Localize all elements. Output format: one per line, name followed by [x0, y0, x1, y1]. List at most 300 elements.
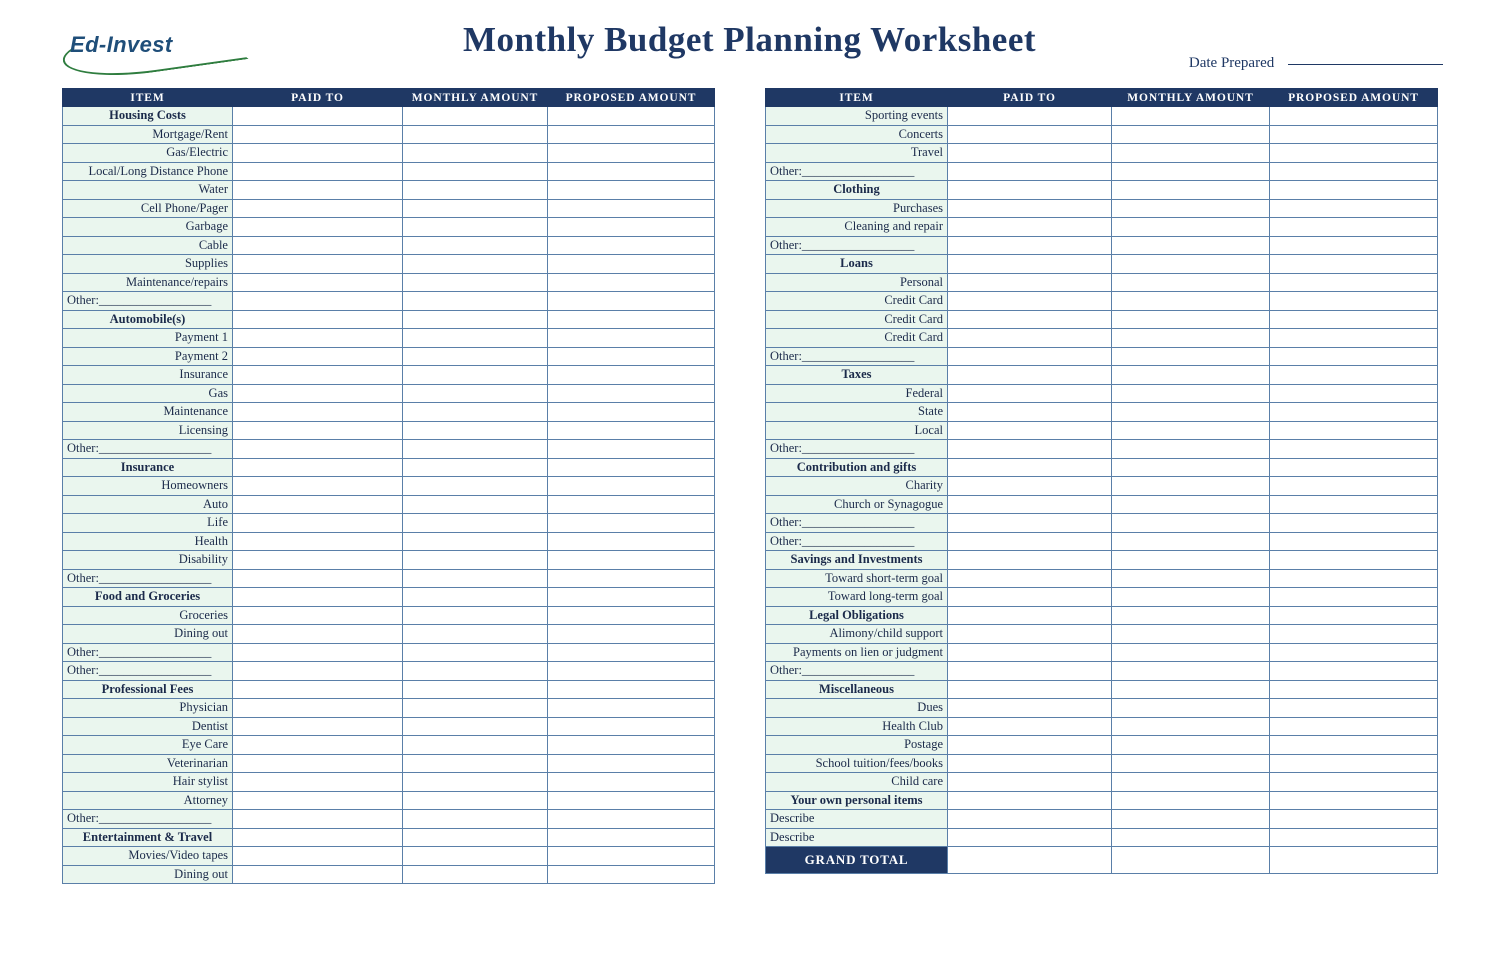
paid-to-cell[interactable]: [948, 736, 1112, 755]
grand-total-proposed[interactable]: [1270, 847, 1438, 874]
monthly-amount-cell[interactable]: [1112, 292, 1270, 311]
monthly-amount-cell[interactable]: [403, 532, 548, 551]
proposed-amount-cell[interactable]: [548, 236, 715, 255]
grand-total-monthly[interactable]: [1112, 847, 1270, 874]
paid-to-cell[interactable]: [233, 218, 403, 237]
monthly-amount-cell[interactable]: [403, 588, 548, 607]
item-label[interactable]: Other:__________________: [63, 569, 233, 588]
paid-to-cell[interactable]: [948, 199, 1112, 218]
proposed-amount-cell[interactable]: [1270, 569, 1438, 588]
monthly-amount-cell[interactable]: [1112, 255, 1270, 274]
proposed-amount-cell[interactable]: [548, 107, 715, 126]
paid-to-cell[interactable]: [948, 162, 1112, 181]
item-label: Gas/Electric: [63, 144, 233, 163]
proposed-amount-cell[interactable]: [548, 495, 715, 514]
paid-to-cell[interactable]: [233, 625, 403, 644]
monthly-amount-cell[interactable]: [1112, 218, 1270, 237]
proposed-amount-cell[interactable]: [1270, 125, 1438, 144]
monthly-amount-cell[interactable]: [403, 606, 548, 625]
proposed-amount-cell[interactable]: [548, 273, 715, 292]
paid-to-cell[interactable]: [233, 477, 403, 496]
paid-to-cell[interactable]: [233, 107, 403, 126]
monthly-amount-cell[interactable]: [403, 366, 548, 385]
paid-to-cell[interactable]: [948, 625, 1112, 644]
paid-to-cell[interactable]: [233, 273, 403, 292]
section-label: Loans: [766, 255, 948, 274]
paid-to-cell[interactable]: [233, 569, 403, 588]
item-label[interactable]: Other:__________________: [766, 532, 948, 551]
item-label[interactable]: Other:__________________: [63, 643, 233, 662]
proposed-amount-cell[interactable]: [1270, 366, 1438, 385]
monthly-amount-cell[interactable]: [1112, 680, 1270, 699]
paid-to-cell[interactable]: [948, 551, 1112, 570]
item-label[interactable]: Other:__________________: [766, 236, 948, 255]
monthly-amount-cell[interactable]: [403, 218, 548, 237]
proposed-amount-cell[interactable]: [548, 162, 715, 181]
monthly-amount-cell[interactable]: [1112, 569, 1270, 588]
paid-to-cell[interactable]: [948, 514, 1112, 533]
paid-to-cell[interactable]: [233, 421, 403, 440]
item-label: Local: [766, 421, 948, 440]
proposed-amount-cell[interactable]: [1270, 754, 1438, 773]
proposed-amount-cell[interactable]: [1270, 273, 1438, 292]
monthly-amount-cell[interactable]: [1112, 162, 1270, 181]
proposed-amount-cell[interactable]: [548, 773, 715, 792]
proposed-amount-cell[interactable]: [548, 551, 715, 570]
monthly-amount-cell[interactable]: [1112, 199, 1270, 218]
monthly-amount-cell[interactable]: [403, 310, 548, 329]
proposed-amount-cell[interactable]: [548, 329, 715, 348]
proposed-amount-cell[interactable]: [548, 384, 715, 403]
paid-to-cell[interactable]: [948, 310, 1112, 329]
paid-to-cell[interactable]: [233, 680, 403, 699]
proposed-amount-cell[interactable]: [1270, 680, 1438, 699]
proposed-amount-cell[interactable]: [548, 699, 715, 718]
item-label[interactable]: Other:__________________: [766, 162, 948, 181]
section-label: Contribution and gifts: [766, 458, 948, 477]
monthly-amount-cell[interactable]: [1112, 440, 1270, 459]
paid-to-cell[interactable]: [233, 347, 403, 366]
paid-to-cell[interactable]: [233, 736, 403, 755]
monthly-amount-cell[interactable]: [403, 514, 548, 533]
paid-to-cell[interactable]: [948, 643, 1112, 662]
item-label: Dining out: [63, 865, 233, 884]
proposed-amount-cell[interactable]: [548, 199, 715, 218]
table-row: [63, 847, 715, 866]
proposed-amount-cell[interactable]: [1270, 310, 1438, 329]
proposed-amount-cell[interactable]: [548, 125, 715, 144]
paid-to-cell[interactable]: [233, 310, 403, 329]
proposed-amount-cell[interactable]: [548, 588, 715, 607]
proposed-amount-cell[interactable]: [1270, 828, 1438, 847]
proposed-amount-cell[interactable]: [1270, 810, 1438, 829]
monthly-amount-cell[interactable]: [1112, 495, 1270, 514]
monthly-amount-cell[interactable]: [1112, 736, 1270, 755]
monthly-amount-cell[interactable]: [1112, 310, 1270, 329]
column-header-item: ITEM: [63, 89, 233, 107]
proposed-amount-cell[interactable]: [1270, 514, 1438, 533]
proposed-amount-cell[interactable]: [548, 292, 715, 311]
proposed-amount-cell[interactable]: [548, 847, 715, 866]
grand-total-row: [766, 847, 1438, 874]
monthly-amount-cell[interactable]: [403, 662, 548, 681]
monthly-amount-cell[interactable]: [403, 791, 548, 810]
monthly-amount-cell[interactable]: [1112, 532, 1270, 551]
table-row: [63, 810, 715, 829]
paid-to-cell[interactable]: [948, 828, 1112, 847]
paid-to-cell[interactable]: [233, 255, 403, 274]
proposed-amount-cell[interactable]: [548, 810, 715, 829]
monthly-amount-cell[interactable]: [1112, 329, 1270, 348]
proposed-amount-cell[interactable]: [1270, 495, 1438, 514]
proposed-amount-cell[interactable]: [1270, 162, 1438, 181]
date-prepared-blank[interactable]: [1288, 52, 1443, 65]
paid-to-cell[interactable]: [233, 699, 403, 718]
paid-to-cell[interactable]: [948, 440, 1112, 459]
paid-to-cell[interactable]: [233, 810, 403, 829]
paid-to-cell[interactable]: [233, 791, 403, 810]
monthly-amount-cell[interactable]: [403, 625, 548, 644]
proposed-amount-cell[interactable]: [1270, 532, 1438, 551]
paid-to-cell[interactable]: [948, 144, 1112, 163]
monthly-amount-cell[interactable]: [403, 569, 548, 588]
proposed-amount-cell[interactable]: [1270, 255, 1438, 274]
monthly-amount-cell[interactable]: [403, 810, 548, 829]
monthly-amount-cell[interactable]: [403, 643, 548, 662]
monthly-amount-cell[interactable]: [1112, 625, 1270, 644]
paid-to-cell[interactable]: [948, 458, 1112, 477]
proposed-amount-cell[interactable]: [548, 255, 715, 274]
item-label: Licensing: [63, 421, 233, 440]
monthly-amount-cell[interactable]: [1112, 754, 1270, 773]
paid-to-cell[interactable]: [233, 384, 403, 403]
paid-to-cell[interactable]: [948, 680, 1112, 699]
paid-to-cell[interactable]: [948, 384, 1112, 403]
proposed-amount-cell[interactable]: [548, 403, 715, 422]
paid-to-cell[interactable]: [233, 495, 403, 514]
paid-to-cell[interactable]: [233, 551, 403, 570]
item-label[interactable]: Other:__________________: [766, 662, 948, 681]
proposed-amount-cell[interactable]: [548, 606, 715, 625]
proposed-amount-cell[interactable]: [548, 680, 715, 699]
paid-to-cell[interactable]: [233, 865, 403, 884]
proposed-amount-cell[interactable]: [1270, 643, 1438, 662]
monthly-amount-cell[interactable]: [403, 107, 548, 126]
monthly-amount-cell[interactable]: [403, 495, 548, 514]
proposed-amount-cell[interactable]: [1270, 551, 1438, 570]
table-row: [63, 218, 715, 237]
paid-to-cell[interactable]: [233, 236, 403, 255]
proposed-amount-cell[interactable]: [1270, 458, 1438, 477]
monthly-amount-cell[interactable]: [1112, 643, 1270, 662]
item-label[interactable]: Other:__________________: [766, 347, 948, 366]
proposed-amount-cell[interactable]: [1270, 218, 1438, 237]
proposed-amount-cell[interactable]: [1270, 236, 1438, 255]
table-row: [63, 273, 715, 292]
monthly-amount-cell[interactable]: [403, 754, 548, 773]
proposed-amount-cell[interactable]: [548, 569, 715, 588]
monthly-amount-cell[interactable]: [403, 699, 548, 718]
paid-to-cell[interactable]: [948, 773, 1112, 792]
proposed-amount-cell[interactable]: [548, 440, 715, 459]
paid-to-cell[interactable]: [233, 717, 403, 736]
proposed-amount-cell[interactable]: [1270, 181, 1438, 200]
monthly-amount-cell[interactable]: [1112, 588, 1270, 607]
monthly-amount-cell[interactable]: [403, 125, 548, 144]
monthly-amount-cell[interactable]: [403, 458, 548, 477]
monthly-amount-cell[interactable]: [1112, 366, 1270, 385]
proposed-amount-cell[interactable]: [548, 421, 715, 440]
paid-to-cell[interactable]: [233, 754, 403, 773]
monthly-amount-cell[interactable]: [1112, 514, 1270, 533]
paid-to-cell[interactable]: [233, 329, 403, 348]
monthly-amount-cell[interactable]: [403, 384, 548, 403]
monthly-amount-cell[interactable]: [403, 162, 548, 181]
monthly-amount-cell[interactable]: [403, 236, 548, 255]
paid-to-cell[interactable]: [233, 514, 403, 533]
proposed-amount-cell[interactable]: [1270, 440, 1438, 459]
proposed-amount-cell[interactable]: [1270, 625, 1438, 644]
table-row: [63, 754, 715, 773]
paid-to-cell[interactable]: [233, 606, 403, 625]
item-label[interactable]: Describe: [766, 810, 948, 829]
paid-to-cell[interactable]: [948, 791, 1112, 810]
monthly-amount-cell[interactable]: [403, 680, 548, 699]
monthly-amount-cell[interactable]: [1112, 773, 1270, 792]
proposed-amount-cell[interactable]: [548, 218, 715, 237]
monthly-amount-cell[interactable]: [1112, 347, 1270, 366]
paid-to-cell[interactable]: [948, 588, 1112, 607]
table-row: [63, 421, 715, 440]
proposed-amount-cell[interactable]: [548, 366, 715, 385]
monthly-amount-cell[interactable]: [1112, 458, 1270, 477]
proposed-amount-cell[interactable]: [1270, 791, 1438, 810]
table-row: [766, 532, 1438, 551]
paid-to-cell[interactable]: [233, 440, 403, 459]
paid-to-cell[interactable]: [233, 162, 403, 181]
item-label[interactable]: Other:__________________: [63, 440, 233, 459]
paid-to-cell[interactable]: [948, 662, 1112, 681]
monthly-amount-cell[interactable]: [403, 273, 548, 292]
table-row: [766, 495, 1438, 514]
proposed-amount-cell[interactable]: [548, 514, 715, 533]
monthly-amount-cell[interactable]: [1112, 551, 1270, 570]
proposed-amount-cell[interactable]: [548, 828, 715, 847]
paid-to-cell[interactable]: [233, 292, 403, 311]
proposed-amount-cell[interactable]: [548, 310, 715, 329]
paid-to-cell[interactable]: [948, 107, 1112, 126]
paid-to-cell[interactable]: [948, 403, 1112, 422]
item-label: Insurance: [63, 366, 233, 385]
proposed-amount-cell[interactable]: [1270, 662, 1438, 681]
monthly-amount-cell[interactable]: [403, 403, 548, 422]
paid-to-cell[interactable]: [233, 532, 403, 551]
paid-to-cell[interactable]: [948, 181, 1112, 200]
item-label[interactable]: Other:__________________: [63, 810, 233, 829]
paid-to-cell[interactable]: [948, 477, 1112, 496]
monthly-amount-cell[interactable]: [403, 292, 548, 311]
paid-to-cell[interactable]: [948, 236, 1112, 255]
proposed-amount-cell[interactable]: [1270, 588, 1438, 607]
table-row: [63, 606, 715, 625]
monthly-amount-cell[interactable]: [1112, 384, 1270, 403]
proposed-amount-cell[interactable]: [548, 477, 715, 496]
paid-to-cell[interactable]: [948, 754, 1112, 773]
paid-to-cell[interactable]: [948, 329, 1112, 348]
proposed-amount-cell[interactable]: [548, 532, 715, 551]
monthly-amount-cell[interactable]: [403, 477, 548, 496]
proposed-amount-cell[interactable]: [548, 736, 715, 755]
paid-to-cell[interactable]: [948, 366, 1112, 385]
item-label: Alimony/child support: [766, 625, 948, 644]
paid-to-cell[interactable]: [233, 458, 403, 477]
monthly-amount-cell[interactable]: [1112, 606, 1270, 625]
monthly-amount-cell[interactable]: [403, 773, 548, 792]
paid-to-cell[interactable]: [948, 717, 1112, 736]
proposed-amount-cell[interactable]: [548, 662, 715, 681]
proposed-amount-cell[interactable]: [1270, 107, 1438, 126]
section-label: Savings and Investments: [766, 551, 948, 570]
proposed-amount-cell[interactable]: [1270, 421, 1438, 440]
monthly-amount-cell[interactable]: [403, 865, 548, 884]
monthly-amount-cell[interactable]: [403, 736, 548, 755]
proposed-amount-cell[interactable]: [1270, 717, 1438, 736]
proposed-amount-cell[interactable]: [1270, 199, 1438, 218]
monthly-amount-cell[interactable]: [403, 144, 548, 163]
paid-to-cell[interactable]: [233, 125, 403, 144]
monthly-amount-cell[interactable]: [1112, 125, 1270, 144]
item-label[interactable]: Other:__________________: [766, 440, 948, 459]
paid-to-cell[interactable]: [233, 199, 403, 218]
table-row: [766, 366, 1438, 385]
monthly-amount-cell[interactable]: [403, 828, 548, 847]
item-label: Physician: [63, 699, 233, 718]
monthly-amount-cell[interactable]: [403, 199, 548, 218]
paid-to-cell[interactable]: [948, 569, 1112, 588]
proposed-amount-cell[interactable]: [1270, 347, 1438, 366]
proposed-amount-cell[interactable]: [1270, 773, 1438, 792]
grand-total-paid-to[interactable]: [948, 847, 1112, 874]
table-row: [63, 625, 715, 644]
monthly-amount-cell[interactable]: [403, 421, 548, 440]
item-label[interactable]: Other:__________________: [63, 292, 233, 311]
paid-to-cell[interactable]: [233, 403, 403, 422]
item-label[interactable]: Describe: [766, 828, 948, 847]
paid-to-cell[interactable]: [948, 347, 1112, 366]
paid-to-cell[interactable]: [948, 495, 1112, 514]
monthly-amount-cell[interactable]: [1112, 421, 1270, 440]
monthly-amount-cell[interactable]: [403, 255, 548, 274]
proposed-amount-cell[interactable]: [548, 643, 715, 662]
paid-to-cell[interactable]: [948, 532, 1112, 551]
table-row: [766, 680, 1438, 699]
table-header-row: [63, 89, 715, 107]
paid-to-cell[interactable]: [233, 366, 403, 385]
monthly-amount-cell[interactable]: [1112, 810, 1270, 829]
proposed-amount-cell[interactable]: [1270, 384, 1438, 403]
paid-to-cell[interactable]: [233, 662, 403, 681]
monthly-amount-cell[interactable]: [403, 181, 548, 200]
paid-to-cell[interactable]: [948, 810, 1112, 829]
proposed-amount-cell[interactable]: [548, 144, 715, 163]
monthly-amount-cell[interactable]: [1112, 828, 1270, 847]
proposed-amount-cell[interactable]: [1270, 144, 1438, 163]
paid-to-cell[interactable]: [233, 643, 403, 662]
proposed-amount-cell[interactable]: [548, 347, 715, 366]
proposed-amount-cell[interactable]: [1270, 477, 1438, 496]
date-prepared-field[interactable]: [1189, 52, 1443, 72]
monthly-amount-cell[interactable]: [1112, 662, 1270, 681]
proposed-amount-cell[interactable]: [1270, 329, 1438, 348]
monthly-amount-cell[interactable]: [1112, 181, 1270, 200]
monthly-amount-cell[interactable]: [403, 551, 548, 570]
section-label: Housing Costs: [63, 107, 233, 126]
proposed-amount-cell[interactable]: [1270, 292, 1438, 311]
monthly-amount-cell[interactable]: [403, 717, 548, 736]
monthly-amount-cell[interactable]: [1112, 144, 1270, 163]
paid-to-cell[interactable]: [948, 218, 1112, 237]
monthly-amount-cell[interactable]: [403, 847, 548, 866]
proposed-amount-cell[interactable]: [1270, 403, 1438, 422]
monthly-amount-cell[interactable]: [403, 440, 548, 459]
paid-to-cell[interactable]: [233, 828, 403, 847]
item-label: Charity: [766, 477, 948, 496]
item-label[interactable]: Other:__________________: [63, 662, 233, 681]
paid-to-cell[interactable]: [948, 421, 1112, 440]
proposed-amount-cell[interactable]: [1270, 699, 1438, 718]
proposed-amount-cell[interactable]: [548, 458, 715, 477]
paid-to-cell[interactable]: [233, 588, 403, 607]
proposed-amount-cell[interactable]: [1270, 606, 1438, 625]
monthly-amount-cell[interactable]: [403, 329, 548, 348]
monthly-amount-cell[interactable]: [1112, 699, 1270, 718]
proposed-amount-cell[interactable]: [548, 717, 715, 736]
item-label: Purchases: [766, 199, 948, 218]
paid-to-cell[interactable]: [948, 125, 1112, 144]
monthly-amount-cell[interactable]: [1112, 477, 1270, 496]
paid-to-cell[interactable]: [948, 255, 1112, 274]
monthly-amount-cell[interactable]: [1112, 791, 1270, 810]
paid-to-cell[interactable]: [233, 181, 403, 200]
monthly-amount-cell[interactable]: [1112, 403, 1270, 422]
proposed-amount-cell[interactable]: [548, 791, 715, 810]
paid-to-cell[interactable]: [233, 847, 403, 866]
table-row: [63, 199, 715, 218]
proposed-amount-cell[interactable]: [548, 754, 715, 773]
monthly-amount-cell[interactable]: [1112, 107, 1270, 126]
proposed-amount-cell[interactable]: [1270, 736, 1438, 755]
proposed-amount-cell[interactable]: [548, 625, 715, 644]
item-label[interactable]: Other:__________________: [766, 514, 948, 533]
monthly-amount-cell[interactable]: [1112, 717, 1270, 736]
table-row: [63, 440, 715, 459]
monthly-amount-cell[interactable]: [403, 347, 548, 366]
monthly-amount-cell[interactable]: [1112, 273, 1270, 292]
monthly-amount-cell[interactable]: [1112, 236, 1270, 255]
section-label: Clothing: [766, 181, 948, 200]
paid-to-cell[interactable]: [233, 773, 403, 792]
table-row: [766, 107, 1438, 126]
paid-to-cell[interactable]: [948, 292, 1112, 311]
paid-to-cell[interactable]: [233, 144, 403, 163]
paid-to-cell[interactable]: [948, 699, 1112, 718]
proposed-amount-cell[interactable]: [548, 865, 715, 884]
column-header-proposed-amount: PROPOSED AMOUNT: [548, 89, 715, 107]
proposed-amount-cell[interactable]: [548, 181, 715, 200]
paid-to-cell[interactable]: [948, 273, 1112, 292]
paid-to-cell[interactable]: [948, 606, 1112, 625]
item-label: Health Club: [766, 717, 948, 736]
